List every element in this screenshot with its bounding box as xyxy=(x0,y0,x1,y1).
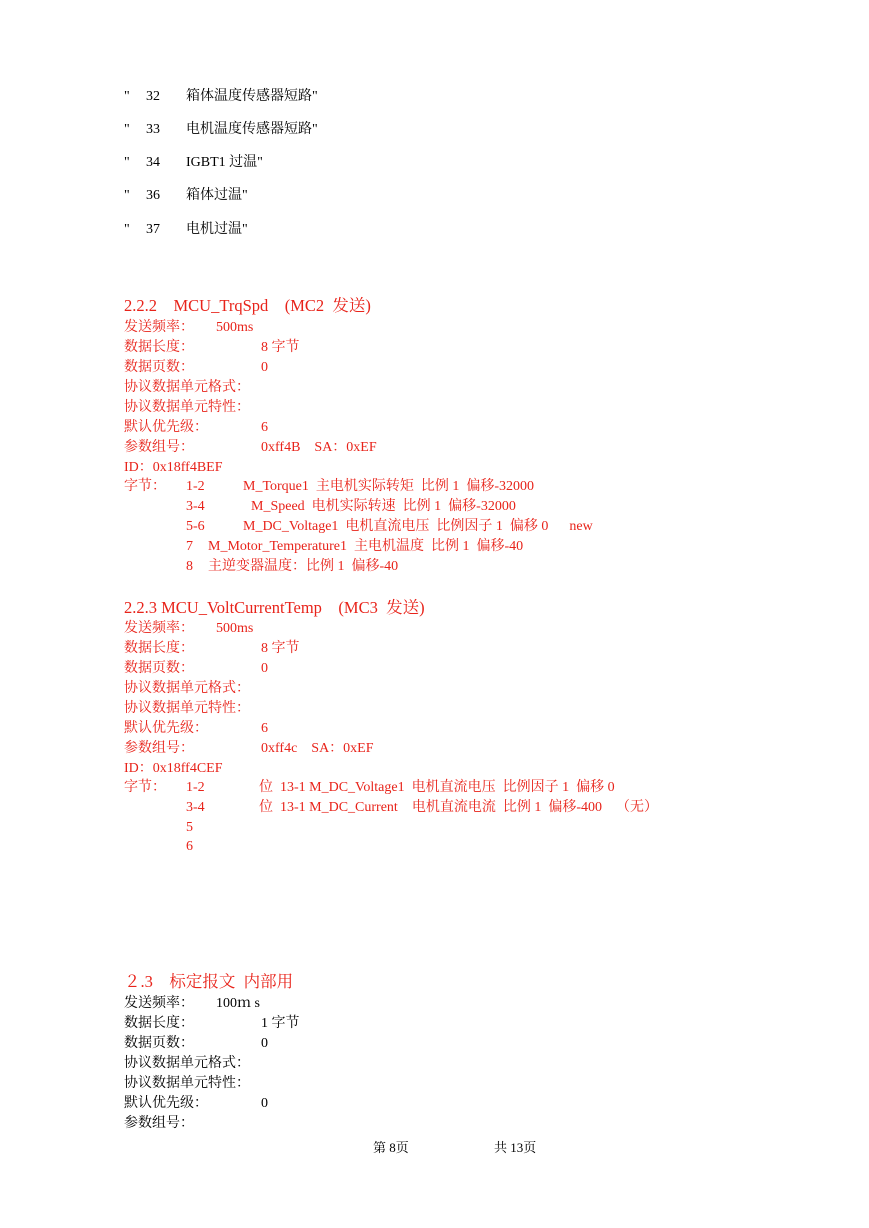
field-value: 0 xyxy=(261,1096,268,1111)
field-label: 发送频率： xyxy=(124,621,194,636)
byte-index: 3-4 xyxy=(186,800,205,815)
fault-text: 电机过温" xyxy=(186,222,248,237)
byte-index: 8 xyxy=(186,559,193,574)
byte-index: 3-4 xyxy=(186,499,205,514)
byte-desc: M_Speed 电机实际转速 比例 1 偏移-32000 xyxy=(251,499,516,514)
fault-quote: " xyxy=(124,122,130,137)
fault-quote: " xyxy=(124,89,130,104)
byte-desc: 位 13-1 M_DC_Current 电机直流电流 比例 1 偏移-400 （无） xyxy=(259,800,658,815)
section-heading: ２.3 标定报文 内部用 xyxy=(124,972,294,991)
byte-index: 1-2 xyxy=(186,780,205,795)
page-total: 共 13页 xyxy=(494,1140,537,1155)
byte-desc: 主逆变器温度：比例 1 偏移-40 xyxy=(208,559,399,574)
fault-code: 34 xyxy=(146,155,160,170)
fault-code: 36 xyxy=(146,188,160,203)
field-value: 1 字节 xyxy=(261,1016,300,1031)
field-value: 0 xyxy=(261,661,268,676)
field-label: 数据长度： xyxy=(124,1016,194,1031)
field-label: 参数组号： xyxy=(124,440,194,455)
field-label: 协议数据单元格式： xyxy=(124,380,250,395)
field-value: 8 字节 xyxy=(261,340,300,355)
field-label: 协议数据单元格式： xyxy=(124,1056,250,1071)
fault-quote: " xyxy=(124,222,130,237)
field-value: 6 xyxy=(261,721,268,736)
page-number: 第 8页 xyxy=(373,1140,409,1155)
field-label: 数据页数： xyxy=(124,360,194,375)
byte-index: 5-6 xyxy=(186,519,205,534)
byte-desc: 位 13-1 M_DC_Voltage1 电机直流电压 比例因子 1 偏移 0 xyxy=(259,780,615,795)
field-value: 100ｍ s xyxy=(216,996,260,1011)
fault-code: 33 xyxy=(146,122,160,137)
field-value: 500ms xyxy=(216,621,254,636)
field-label: 数据长度： xyxy=(124,340,194,355)
can-id: ID：0x18ff4CEF xyxy=(124,761,223,776)
fault-text: 电机温度传感器短路" xyxy=(186,122,318,137)
byte-index: 1-2 xyxy=(186,479,205,494)
fault-text: 箱体过温" xyxy=(186,188,248,203)
section-heading: 2.2.2 MCU_TrqSpd (MC2 发送) xyxy=(124,296,371,315)
field-label: 数据长度： xyxy=(124,641,194,656)
fault-code: 37 xyxy=(146,222,160,237)
field-value: 0 xyxy=(261,360,268,375)
fault-quote: " xyxy=(124,188,130,203)
field-value: 0xff4c SA：0xEF xyxy=(261,741,374,756)
byte-desc: M_Motor_Temperature1 主电机温度 比例 1 偏移-40 xyxy=(208,539,524,554)
field-label: 参数组号： xyxy=(124,1116,194,1131)
byte-desc: M_DC_Voltage1 电机直流电压 比例因子 1 偏移 0 new xyxy=(243,519,593,534)
field-label: 协议数据单元特性： xyxy=(124,400,250,415)
field-value: 0 xyxy=(261,1036,268,1051)
field-label: 参数组号： xyxy=(124,741,194,756)
fault-text: 箱体温度传感器短路" xyxy=(186,89,318,104)
field-label: 数据页数： xyxy=(124,661,194,676)
field-value: 0xff4B SA：0xEF xyxy=(261,440,377,455)
field-label: 协议数据单元特性： xyxy=(124,701,250,716)
field-value: 6 xyxy=(261,420,268,435)
byte-index: 6 xyxy=(186,839,193,854)
fault-text: IGBT1 过温" xyxy=(186,155,263,170)
field-label: 协议数据单元格式： xyxy=(124,681,250,696)
section-heading: 2.2.3 MCU_VoltCurrentTemp (MC3 发送) xyxy=(124,598,425,617)
byte-index: 7 xyxy=(186,539,193,554)
field-label: 发送频率： xyxy=(124,320,194,335)
byte-index: 5 xyxy=(186,820,193,835)
fault-quote: " xyxy=(124,155,130,170)
bytes-label: 字节： xyxy=(124,780,166,795)
field-label: 默认优先级： xyxy=(124,420,208,435)
field-label: 默认优先级： xyxy=(124,721,208,736)
field-label: 发送频率： xyxy=(124,996,194,1011)
field-label: 默认优先级： xyxy=(124,1096,208,1111)
byte-desc: M_Torque1 主电机实际转矩 比例 1 偏移-32000 xyxy=(243,479,535,494)
can-id: ID：0x18ff4BEF xyxy=(124,460,223,475)
fault-code: 32 xyxy=(146,89,160,104)
bytes-label: 字节： xyxy=(124,479,166,494)
field-value: 500ms xyxy=(216,320,254,335)
field-label: 数据页数： xyxy=(124,1036,194,1051)
field-value: 8 字节 xyxy=(261,641,300,656)
field-label: 协议数据单元特性： xyxy=(124,1076,250,1091)
